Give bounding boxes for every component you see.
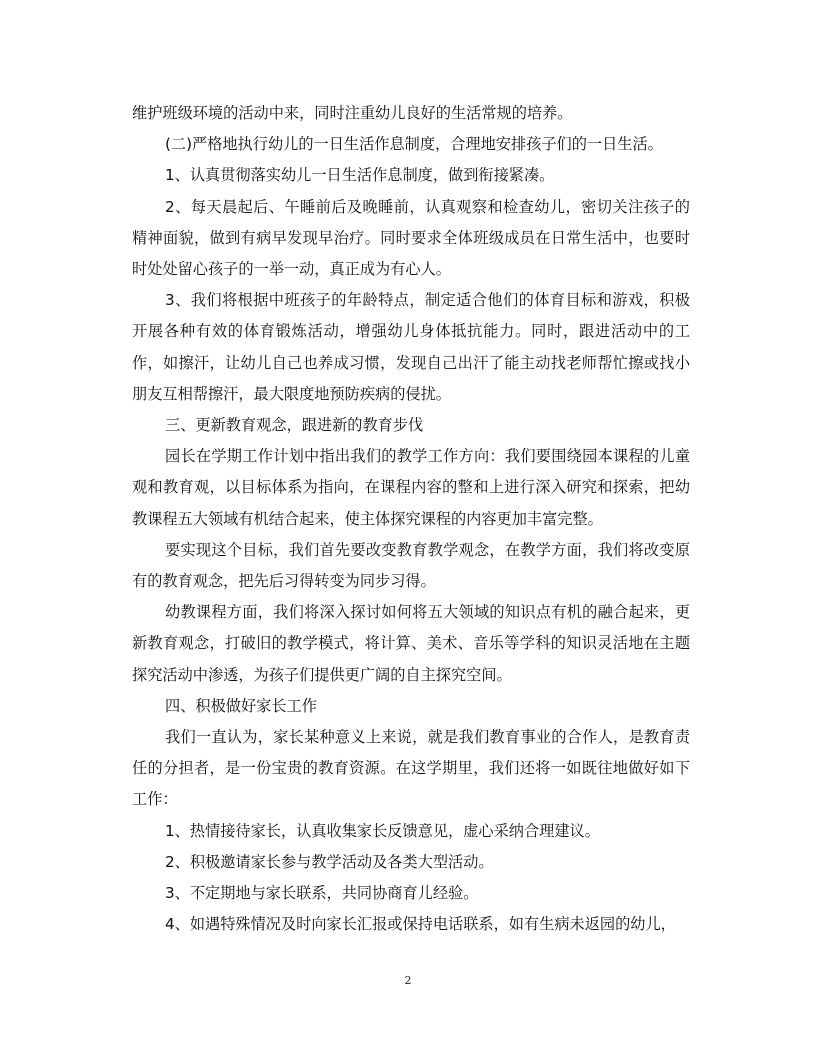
section-heading-4: 四、积极做好家长工作 — [165, 696, 317, 715]
page-number: 2 — [404, 974, 412, 987]
document-body — [132, 98, 690, 940]
paragraph-1: 维护班级环境的活动中来，同时注重幼儿良好的生活常规的培养。 — [132, 104, 573, 122]
paragraph-3: 1、认真贯彻落实幼儿一日生活作息制度，做到衔接紧凑。 — [165, 166, 555, 185]
paragraph-14: 3、不定期地与家长联系，共同协商育儿经验。 — [165, 884, 479, 903]
paragraph-9: 幼教课程方面，我们将深入探讨如何将五大领域的知识点有机的融合起来，更新教育观念，打破旧的教学模式，将计算、美术、音乐等学科的知识灵活地在主题探究活动中渗透，为孩子们提供更广阔的自主探究空间。 — [132, 603, 690, 684]
paragraph-8: 要实现这个目标，我们首先要改变教育教学观念，在教学方面，我们将改变原有的教育观念，把先后习得转变为同步习得。 — [132, 540, 690, 591]
paragraph-15: 4、如遇特殊情况及时向家长汇报或保持电话联系，如有生病未返园的幼儿， — [165, 915, 676, 934]
paragraph-5: 3、我们将根据中班孩子的年龄特点，制定适合他们的体育目标和游戏，积极开展各种有效的体育锻炼活动，增强幼儿身体抵抗能力。同时，跟进活动中的工作，如擦汗，让幼儿自己也养成习惯，发现自己出汗了能主动找老师帮忙擦或找小朋友互相帮擦汗，最大限度地预防疾病的侵扰。 — [132, 291, 690, 403]
paragraph-12: 1、热情接待家长，认真收集家长反馈意见，虚心采纳合理建议。 — [165, 821, 600, 840]
paragraph-2: (二)严格地执行幼儿的一日生活作息制度，合理地安排孩子们的一日生活。 — [165, 135, 663, 154]
paragraph-4: 2、每天晨起后、午睡前后及晚睡前，认真观察和检查幼儿，密切关注孩子的精神面貌，做到有病早发现早治疗。同时要求全体班级成员在日常生活中，也要时时处处留心孩子的一举一动，真正成为有心人。 — [132, 197, 690, 279]
paragraph-13: 2、积极邀请家长参与教学活动及各类大型活动。 — [165, 852, 494, 871]
section-heading-3: 三、更新教育观念，跟进新的教育步伐 — [165, 416, 424, 435]
paragraph-11: 我们一直认为，家长某种意义上来说，就是我们教育事业的合作人，是教育责任的分担者，是一份宝贵的教育资源。在这学期里，我们还将一如既往地做好如下工作： — [132, 728, 690, 809]
paragraph-7: 园长在学期工作计划中指出我们的教学工作方向：我们要围绕园本课程的儿童观和教育观，以目标体系为指向，在课程内容的整和上进行深入研究和探索，把幼教课程五大领域有机结合起来，使主体探究课程的内容更加丰富完整。 — [132, 447, 690, 528]
